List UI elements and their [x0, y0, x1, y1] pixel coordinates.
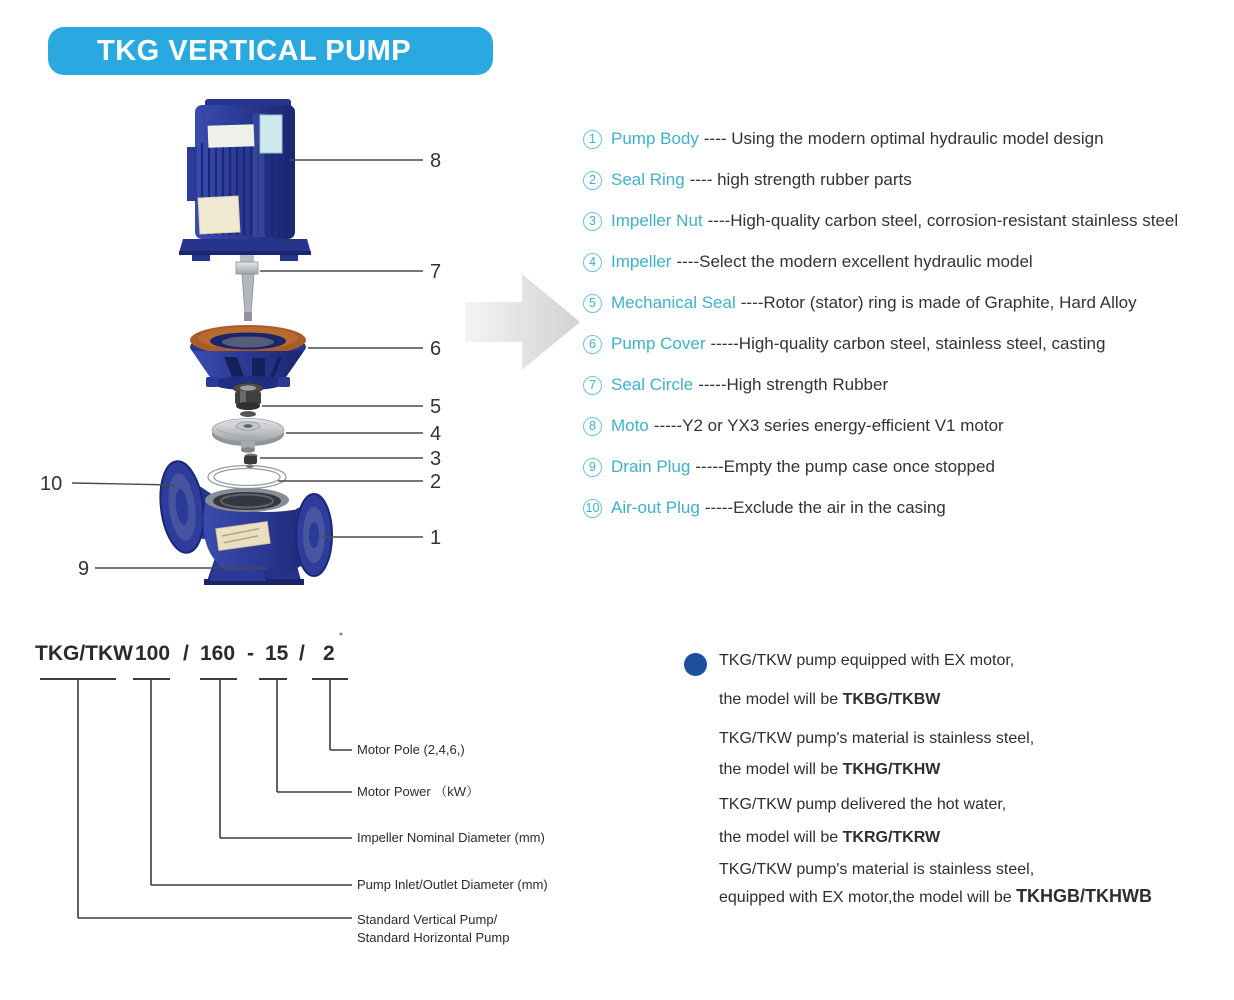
part-description: ----High-quality carbon steel, corrosion-resistant stainless steel [707, 211, 1179, 230]
pump-cover-illustration [190, 325, 306, 390]
callout-number: 4 [430, 423, 442, 445]
part-description: ----Select the modern excellent hydraulic model [676, 252, 1033, 271]
note-line: TKG/TKW pump's material is stainless steel, [719, 730, 1035, 747]
part-number-badge: 7 [583, 376, 602, 395]
part-name: Drain Plug [611, 457, 691, 476]
right-arrow-icon [460, 262, 585, 380]
part-description: ----Rotor (stator) ring is made of Graphite, Hard Alloy [740, 293, 1137, 312]
part-name: Pump Cover [611, 334, 706, 353]
part-list-item [583, 414, 1234, 438]
model-code-diagram [15, 628, 635, 973]
part-number-badge: 2 [583, 171, 602, 190]
note-model-code: TKHGB/TKHWB [1016, 886, 1153, 906]
note-line: the model will be TKBG/TKBW [719, 691, 941, 708]
notes-section [719, 650, 1199, 909]
page-title: TKG VERTICAL PUMP [48, 27, 493, 75]
part-description: -----Exclude the air in the casing [704, 498, 946, 517]
part-list-item [583, 373, 1234, 397]
model-code-label: Impeller Nominal Diameter (mm) [357, 830, 545, 845]
pump-exploded-diagram [20, 85, 470, 605]
pump-body-illustration [156, 459, 332, 585]
shaft-illustration [236, 255, 258, 321]
callout-number: 6 [430, 338, 442, 360]
model-code-segment: / [299, 642, 305, 665]
part-name: Seal Circle [611, 375, 694, 394]
note-model-code: TKHG/TKHW [842, 761, 941, 778]
part-list-item [583, 168, 1234, 192]
part-name: Mechanical Seal [611, 293, 736, 312]
model-code-segment: 160 [200, 642, 236, 665]
part-number-badge: 10 [583, 499, 602, 518]
part-list-item [583, 127, 1234, 151]
part-list-item [583, 455, 1234, 479]
motor-illustration [179, 99, 311, 261]
part-name: Moto [611, 416, 649, 435]
model-code-label: Pump Inlet/Outlet Diameter (mm) [357, 877, 548, 892]
note-line: TKG/TKW pump delivered the hot water, [719, 796, 1007, 813]
note-line: equipped with EX motor,the model will be TKHGB/TKHWB [719, 886, 1153, 906]
mechanical-seal-illustration [233, 383, 263, 417]
callout-number: 7 [430, 261, 442, 283]
note-line: TKG/TKW pump's material is stainless steel, [719, 861, 1035, 878]
part-list-item [583, 291, 1234, 315]
part-description: ---- high strength rubber parts [689, 170, 912, 189]
callout-number: 5 [430, 396, 442, 418]
parts-list [583, 127, 1234, 537]
part-description: -----High-quality carbon steel, stainless steel, casting [710, 334, 1106, 353]
note-model-code: TKRG/TKRW [842, 829, 941, 846]
part-description: -----Empty the pump case once stopped [695, 457, 995, 476]
part-name: Air-out Plug [611, 498, 700, 517]
note-line: the model will be TKRG/TKRW [719, 829, 941, 846]
part-number-badge: 9 [583, 458, 602, 477]
model-code-segment: 15 [265, 642, 289, 665]
part-number-badge: 6 [583, 335, 602, 354]
part-number-badge: 1 [583, 130, 602, 149]
model-code-label: Motor Pole (2,4,6,) [357, 742, 465, 757]
callout-number: 2 [430, 471, 442, 493]
part-list-item [583, 332, 1234, 356]
note-line: the model will be TKHG/TKHW [719, 761, 941, 778]
note-model-code: TKBG/TKBW [842, 691, 941, 708]
model-code-segment: - [247, 642, 254, 665]
part-description: -----High strength Rubber [698, 375, 889, 394]
part-number-badge: 4 [583, 253, 602, 272]
model-code-connector-lines [78, 679, 352, 918]
model-code-label: Motor Power （kW） [357, 784, 480, 799]
model-code-segment: 2 [323, 642, 335, 665]
model-code-segment: 100 [135, 642, 171, 665]
part-name: Impeller Nut [611, 211, 703, 230]
part-number-badge: 5 [583, 294, 602, 313]
part-description: ---- Using the modern optimal hydraulic model design [703, 129, 1104, 148]
model-code-label: Standard Vertical Pump/ [357, 912, 498, 927]
part-list-item [583, 496, 1234, 520]
part-name: Impeller [611, 252, 672, 271]
bullet-icon [684, 653, 707, 676]
callout-number: 8 [430, 150, 442, 172]
part-list-item [583, 250, 1234, 274]
impeller-illustration [212, 419, 284, 453]
part-name: Seal Ring [611, 170, 685, 189]
seal-ring-illustration [208, 466, 286, 489]
part-description: -----Y2 or YX3 series energy-efficient V1 motor [653, 416, 1004, 435]
note-line: TKG/TKW pump equipped with EX motor, [719, 652, 1015, 669]
part-list-item [583, 209, 1234, 233]
callout-number: 10 [40, 473, 63, 495]
callout-number: 9 [78, 558, 90, 580]
model-code-segment: / [183, 642, 189, 665]
part-number-badge: 8 [583, 417, 602, 436]
model-code-segment: TKG/TKW [35, 642, 133, 665]
part-number-badge: 3 [583, 212, 602, 231]
callout-number: 1 [430, 527, 442, 549]
part-name: Pump Body [611, 129, 699, 148]
model-code-label: Standard Horizontal Pump [357, 930, 510, 945]
callout-number: 3 [430, 448, 442, 470]
